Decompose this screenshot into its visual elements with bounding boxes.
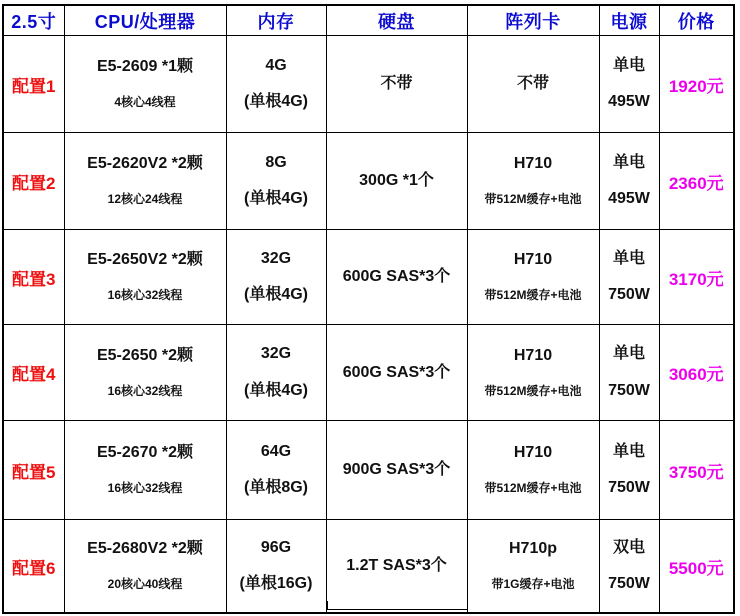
- psu-mode: 单电: [612, 56, 645, 74]
- table-row: [3, 520, 734, 614]
- config-cell: [3, 133, 64, 230]
- config-label: 配置3: [12, 269, 56, 289]
- raid-model: 不带: [516, 75, 549, 93]
- psu-cell: [599, 421, 659, 520]
- table-row: [3, 230, 734, 325]
- disk-spec: 600G SAS*3个: [342, 268, 451, 286]
- table-row: [3, 325, 734, 421]
- cpu-model: E5-2609 *1颗: [96, 58, 194, 76]
- cpu-cores: 16核心32线程: [107, 288, 183, 303]
- disk-spec: 1.2T SAS*3个: [346, 557, 447, 575]
- cpu-cell: [64, 421, 226, 520]
- cpu-cores: 16核心32线程: [107, 383, 183, 398]
- psu-cell: [599, 230, 659, 325]
- cpu-cell: [64, 520, 226, 614]
- config-price-table: [2, 4, 735, 614]
- raid-cache: 带512M缓存+电池: [484, 192, 582, 207]
- psu-wattage: 750W: [608, 381, 650, 399]
- config-cell: [3, 36, 64, 133]
- raid-cache: 带512M缓存+电池: [484, 288, 582, 303]
- price-cell: [659, 36, 734, 133]
- price-value: 2360元: [668, 173, 724, 193]
- cpu-cell: [64, 133, 226, 230]
- disk-cell: [326, 230, 467, 325]
- psu-wattage: 750W: [608, 286, 650, 304]
- config-cell: [3, 421, 64, 520]
- psu-cell: [599, 520, 659, 614]
- cpu-cell: [64, 36, 226, 133]
- disk-spec: 300G *1个: [359, 172, 434, 190]
- price-value: 3170元: [668, 269, 724, 289]
- memory-cell: [226, 520, 326, 614]
- psu-wattage: 495W: [608, 190, 650, 208]
- psu-mode: 单电: [612, 153, 645, 171]
- disk-spec: 900G SAS*3个: [342, 461, 451, 479]
- raid-cache: 带1G缓存+电池: [491, 577, 575, 592]
- raid-cell: [467, 421, 599, 520]
- psu-cell: [599, 325, 659, 421]
- raid-cell: [467, 520, 599, 614]
- psu-mode: 单电: [612, 249, 645, 267]
- psu-wattage: 495W: [608, 93, 650, 111]
- psu-cell: [599, 36, 659, 133]
- disk-cell: [326, 36, 467, 133]
- psu-wattage: 750W: [608, 575, 650, 593]
- header-disk: 硬盘: [326, 5, 467, 36]
- psu-cell: [599, 133, 659, 230]
- config-label: 配置4: [12, 365, 56, 384]
- header-memory: 内存: [226, 5, 326, 36]
- raid-cache: 带512M缓存+电池: [484, 383, 582, 398]
- header-price: 价格: [659, 5, 734, 36]
- memory-stick: (单根8G): [243, 479, 308, 497]
- cpu-cell: [64, 230, 226, 325]
- memory-stick: (单根4G): [243, 381, 308, 399]
- disk-cell: [326, 325, 467, 421]
- memory-stick: (单根4G): [243, 93, 308, 111]
- raid-cell: [467, 36, 599, 133]
- selected-cell-hang-border: [327, 601, 468, 610]
- cpu-cores: 20核心40线程: [107, 577, 183, 592]
- memory-size: 96G: [260, 538, 292, 556]
- memory-cell: [226, 36, 326, 133]
- price-cell: [659, 133, 734, 230]
- memory-size: 4G: [265, 56, 287, 74]
- disk-cell: [326, 421, 467, 520]
- memory-cell: [226, 230, 326, 325]
- price-cell: [659, 230, 734, 325]
- raid-model: H710: [513, 251, 553, 269]
- raid-model: H710: [513, 346, 553, 364]
- cpu-cores: 16核心32线程: [107, 481, 183, 496]
- cpu-cores: 12核心24线程: [107, 192, 183, 207]
- raid-cell: [467, 133, 599, 230]
- cpu-model: E5-2620V2 *2颗: [87, 155, 203, 173]
- memory-size: 8G: [265, 153, 287, 171]
- raid-cache: 带512M缓存+电池: [484, 481, 582, 496]
- config-cell: [3, 325, 64, 421]
- config-label: 配置5: [12, 462, 56, 482]
- cpu-cores: 4核心4线程: [114, 95, 176, 110]
- config-label: 配置1: [12, 76, 56, 96]
- raid-model: H710: [513, 155, 553, 173]
- disk-cell: [326, 520, 467, 614]
- table-row: [3, 36, 734, 133]
- table-row: [3, 421, 734, 520]
- raid-model: H710p: [508, 540, 558, 558]
- cpu-model: E5-2650 *2颗: [96, 346, 194, 364]
- psu-mode: 单电: [612, 345, 645, 363]
- price-cell: [659, 520, 734, 614]
- disk-cell: [326, 133, 467, 230]
- raid-cell: [467, 325, 599, 421]
- cpu-model: E5-2650V2 *2颗: [87, 251, 203, 269]
- header-size: 2.5寸: [3, 5, 64, 36]
- memory-cell: [226, 325, 326, 421]
- psu-mode: 单电: [612, 442, 645, 460]
- raid-model: H710: [513, 444, 553, 462]
- memory-stick: (单根4G): [243, 286, 308, 304]
- header-row: [3, 5, 734, 36]
- disk-spec: 600G SAS*3个: [342, 363, 451, 381]
- price-cell: [659, 325, 734, 421]
- config-label: 配置6: [12, 558, 56, 578]
- price-value: 3750元: [668, 462, 724, 482]
- memory-size: 32G: [260, 345, 292, 363]
- price-value: 1920元: [668, 76, 724, 96]
- price-value: 3060元: [668, 365, 724, 384]
- config-cell: [3, 520, 64, 614]
- psu-mode: 双电: [612, 538, 645, 556]
- raid-cell: [467, 230, 599, 325]
- memory-cell: [226, 421, 326, 520]
- memory-cell: [226, 133, 326, 230]
- cpu-model: E5-2680V2 *2颗: [87, 540, 203, 558]
- header-psu: 电源: [599, 5, 659, 36]
- config-cell: [3, 230, 64, 325]
- memory-size: 64G: [260, 442, 292, 460]
- header-raid: 阵列卡: [467, 5, 599, 36]
- disk-spec: 不带: [380, 75, 413, 93]
- config-label: 配置2: [12, 173, 56, 193]
- header-cpu: CPU/处理器: [64, 5, 226, 36]
- memory-stick: (单根16G): [239, 575, 313, 593]
- memory-size: 32G: [260, 249, 292, 267]
- price-value: 5500元: [668, 558, 724, 578]
- table-row: [3, 133, 734, 230]
- cpu-model: E5-2670 *2颗: [96, 444, 194, 462]
- memory-stick: (单根4G): [243, 190, 308, 208]
- price-cell: [659, 421, 734, 520]
- cpu-cell: [64, 325, 226, 421]
- psu-wattage: 750W: [608, 479, 650, 497]
